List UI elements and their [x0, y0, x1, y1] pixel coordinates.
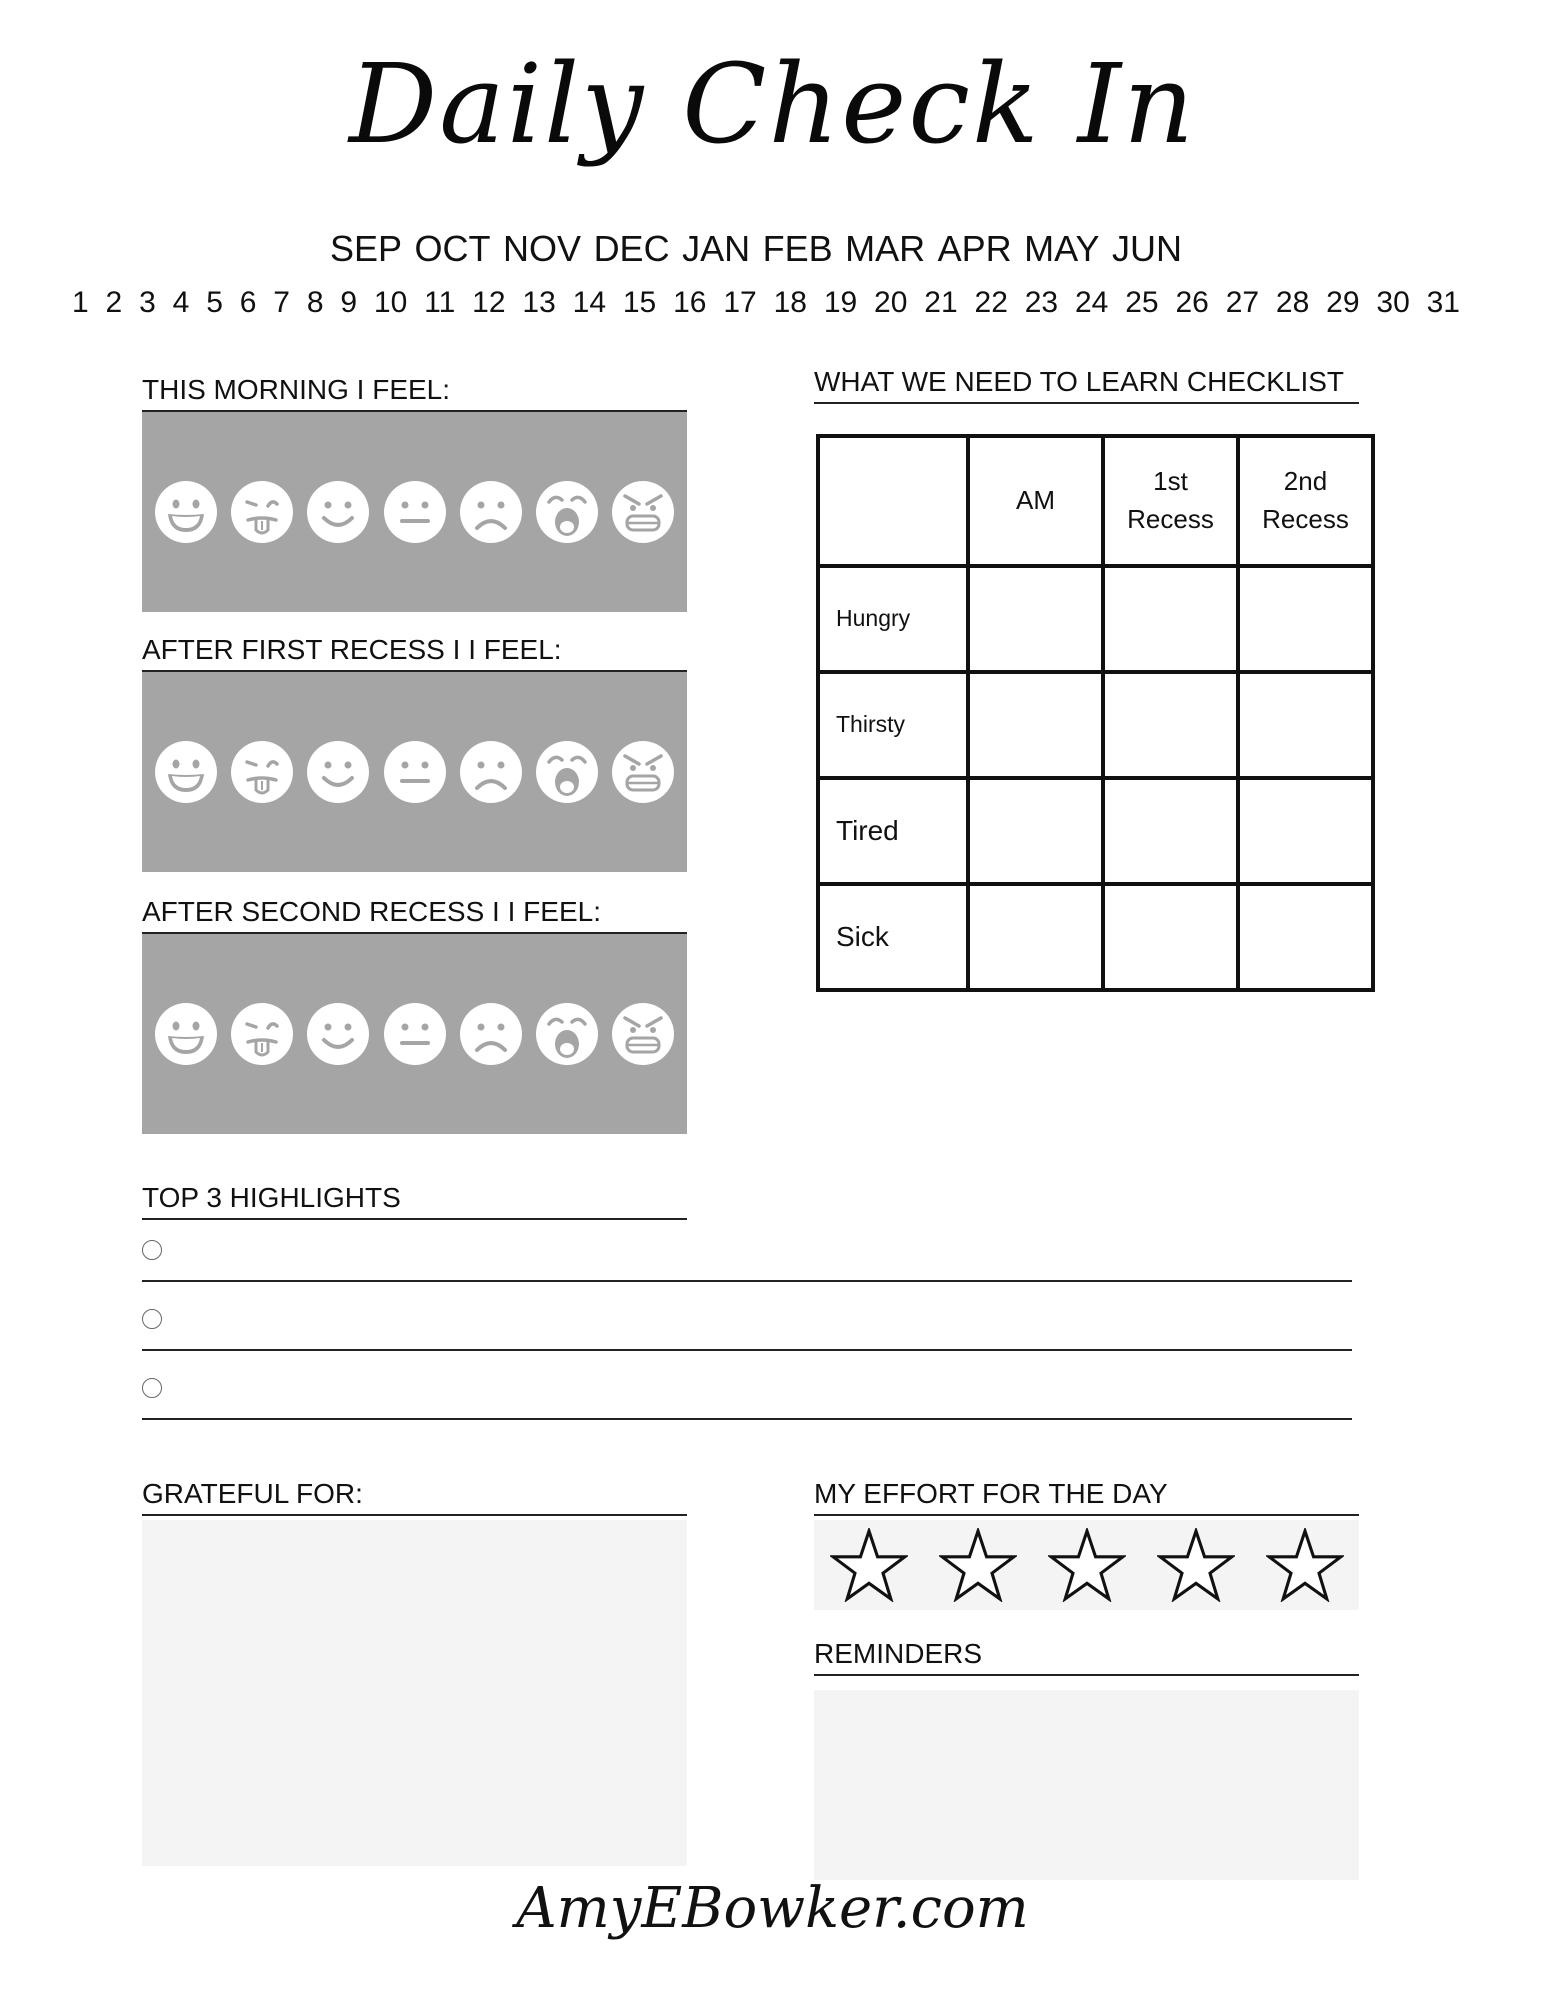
star-icon[interactable]: [1048, 1528, 1126, 1602]
checklist-cell[interactable]: [968, 778, 1103, 884]
checklist-cell[interactable]: [1238, 884, 1373, 990]
checklist-cell[interactable]: [1103, 566, 1238, 672]
angry-face-icon[interactable]: [611, 740, 675, 804]
day-12[interactable]: 12: [472, 286, 506, 319]
checklist-corner-cell: [818, 436, 968, 566]
grateful-writing-area[interactable]: [142, 1520, 687, 1866]
day-6[interactable]: 6: [239, 286, 257, 319]
day-8[interactable]: 8: [306, 286, 324, 319]
surprised-face-icon[interactable]: [535, 740, 599, 804]
day-7[interactable]: 7: [273, 286, 290, 319]
highlight-line-2[interactable]: [142, 1293, 1352, 1351]
day-11[interactable]: 11: [424, 286, 456, 319]
checklist-cell[interactable]: [1103, 778, 1238, 884]
day-19[interactable]: 19: [823, 286, 858, 319]
highlight-line-3[interactable]: [142, 1362, 1352, 1420]
day-20[interactable]: 20: [874, 286, 908, 319]
checklist-cell[interactable]: [1238, 778, 1373, 884]
surprised-face-icon[interactable]: [535, 1002, 599, 1066]
first-recess-feel-label: AFTER FIRST RECESS I I FEEL:: [142, 634, 687, 672]
tongue-out-face-icon[interactable]: [230, 740, 294, 804]
second-recess-feel-label: AFTER SECOND RECESS I I FEEL:: [142, 896, 687, 934]
day-selector: [72, 286, 1460, 320]
effort-heading: MY EFFORT FOR THE DAY: [814, 1478, 1359, 1516]
month-sep[interactable]: SEP: [330, 228, 403, 269]
effort-star-rating: [814, 1520, 1359, 1610]
star-icon[interactable]: [830, 1528, 908, 1602]
checklist-row-hungry: Hungry: [818, 566, 968, 672]
day-18[interactable]: 18: [773, 286, 807, 319]
sad-face-icon[interactable]: [459, 740, 523, 804]
day-21[interactable]: 21: [924, 286, 958, 319]
day-10[interactable]: 10: [373, 286, 408, 319]
checklist-column-first-recess: 1st Recess: [1103, 436, 1238, 566]
star-icon[interactable]: [1157, 1528, 1235, 1602]
day-17[interactable]: 17: [723, 286, 757, 319]
checklist-cell[interactable]: [968, 884, 1103, 990]
day-28[interactable]: 28: [1275, 286, 1310, 319]
day-14[interactable]: 14: [572, 286, 607, 319]
smiling-face-icon[interactable]: [306, 480, 370, 544]
checklist-cell[interactable]: [1103, 884, 1238, 990]
day-30[interactable]: 30: [1376, 286, 1410, 319]
star-icon[interactable]: [939, 1528, 1017, 1602]
second-recess-face-panel: [142, 934, 687, 1134]
month-jan[interactable]: JAN: [682, 228, 751, 269]
sad-face-icon[interactable]: [459, 480, 523, 544]
day-4[interactable]: 4: [172, 286, 190, 319]
neutral-face-icon[interactable]: [383, 480, 447, 544]
needs-checklist-table: [816, 434, 1375, 992]
checklist-cell[interactable]: [1103, 672, 1238, 778]
grateful-heading: GRATEFUL FOR:: [142, 1478, 687, 1516]
laughing-face-icon[interactable]: [154, 1002, 218, 1066]
month-nov[interactable]: NOV: [503, 228, 582, 269]
day-9[interactable]: 9: [340, 286, 358, 319]
page-title: Daily Check In: [349, 40, 1196, 168]
surprised-face-icon[interactable]: [535, 480, 599, 544]
checklist-cell[interactable]: [968, 672, 1103, 778]
neutral-face-icon[interactable]: [383, 1002, 447, 1066]
angry-face-icon[interactable]: [611, 1002, 675, 1066]
laughing-face-icon[interactable]: [154, 480, 218, 544]
laughing-face-icon[interactable]: [154, 740, 218, 804]
month-selector: [330, 228, 1182, 270]
day-15[interactable]: 15: [622, 286, 657, 319]
day-23[interactable]: 23: [1024, 286, 1059, 319]
checklist-column-am: AM: [968, 436, 1103, 566]
morning-feel-label: THIS MORNING I FEEL:: [142, 374, 687, 412]
month-mar[interactable]: MAR: [845, 228, 926, 269]
tongue-out-face-icon[interactable]: [230, 480, 294, 544]
neutral-face-icon[interactable]: [383, 740, 447, 804]
sad-face-icon[interactable]: [459, 1002, 523, 1066]
angry-face-icon[interactable]: [611, 480, 675, 544]
highlight-line-1[interactable]: [142, 1224, 1352, 1282]
checklist-cell[interactable]: [1238, 566, 1373, 672]
day-3[interactable]: 3: [139, 286, 156, 319]
smiling-face-icon[interactable]: [306, 1002, 370, 1066]
checklist-column-second-recess: 2nd Recess: [1238, 436, 1373, 566]
day-22[interactable]: 22: [974, 286, 1008, 319]
month-feb[interactable]: FEB: [762, 228, 833, 269]
bullet-circle-icon: [142, 1240, 162, 1260]
day-31[interactable]: 31: [1426, 286, 1460, 319]
month-jun[interactable]: JUN: [1111, 228, 1182, 269]
checklist-heading: WHAT WE NEED TO LEARN CHECKLIST: [814, 366, 1359, 404]
day-5[interactable]: 5: [206, 286, 223, 319]
bullet-circle-icon: [142, 1378, 162, 1398]
day-2[interactable]: 2: [105, 286, 123, 319]
month-may[interactable]: MAY: [1024, 228, 1100, 269]
day-26[interactable]: 26: [1175, 286, 1209, 319]
month-oct[interactable]: OCT: [414, 228, 491, 269]
morning-face-panel: [142, 412, 687, 612]
bullet-circle-icon: [142, 1309, 162, 1329]
day-16[interactable]: 16: [673, 286, 707, 319]
checklist-row-sick: Sick: [818, 884, 968, 990]
highlights-heading: TOP 3 HIGHLIGHTS: [142, 1182, 687, 1220]
checklist-row-thirsty: Thirsty: [818, 672, 968, 778]
day-27[interactable]: 27: [1225, 286, 1260, 319]
checklist-cell[interactable]: [968, 566, 1103, 672]
reminders-heading: REMINDERS: [814, 1638, 1359, 1676]
tongue-out-face-icon[interactable]: [230, 1002, 294, 1066]
day-1[interactable]: 1: [72, 286, 89, 319]
day-25[interactable]: 25: [1125, 286, 1159, 319]
day-13[interactable]: 13: [522, 286, 556, 319]
footer-signature: AmyEBowker.com: [516, 1876, 1029, 1941]
checklist-row-tired: Tired: [818, 778, 968, 884]
day-29[interactable]: 29: [1326, 286, 1360, 319]
star-icon[interactable]: [1266, 1528, 1344, 1602]
reminders-writing-area[interactable]: [814, 1690, 1359, 1880]
checklist-cell[interactable]: [1238, 672, 1373, 778]
smiling-face-icon[interactable]: [306, 740, 370, 804]
month-dec[interactable]: DEC: [593, 228, 670, 269]
day-24[interactable]: 24: [1074, 286, 1109, 319]
month-apr[interactable]: APR: [937, 228, 1012, 269]
first-recess-face-panel: [142, 672, 687, 872]
